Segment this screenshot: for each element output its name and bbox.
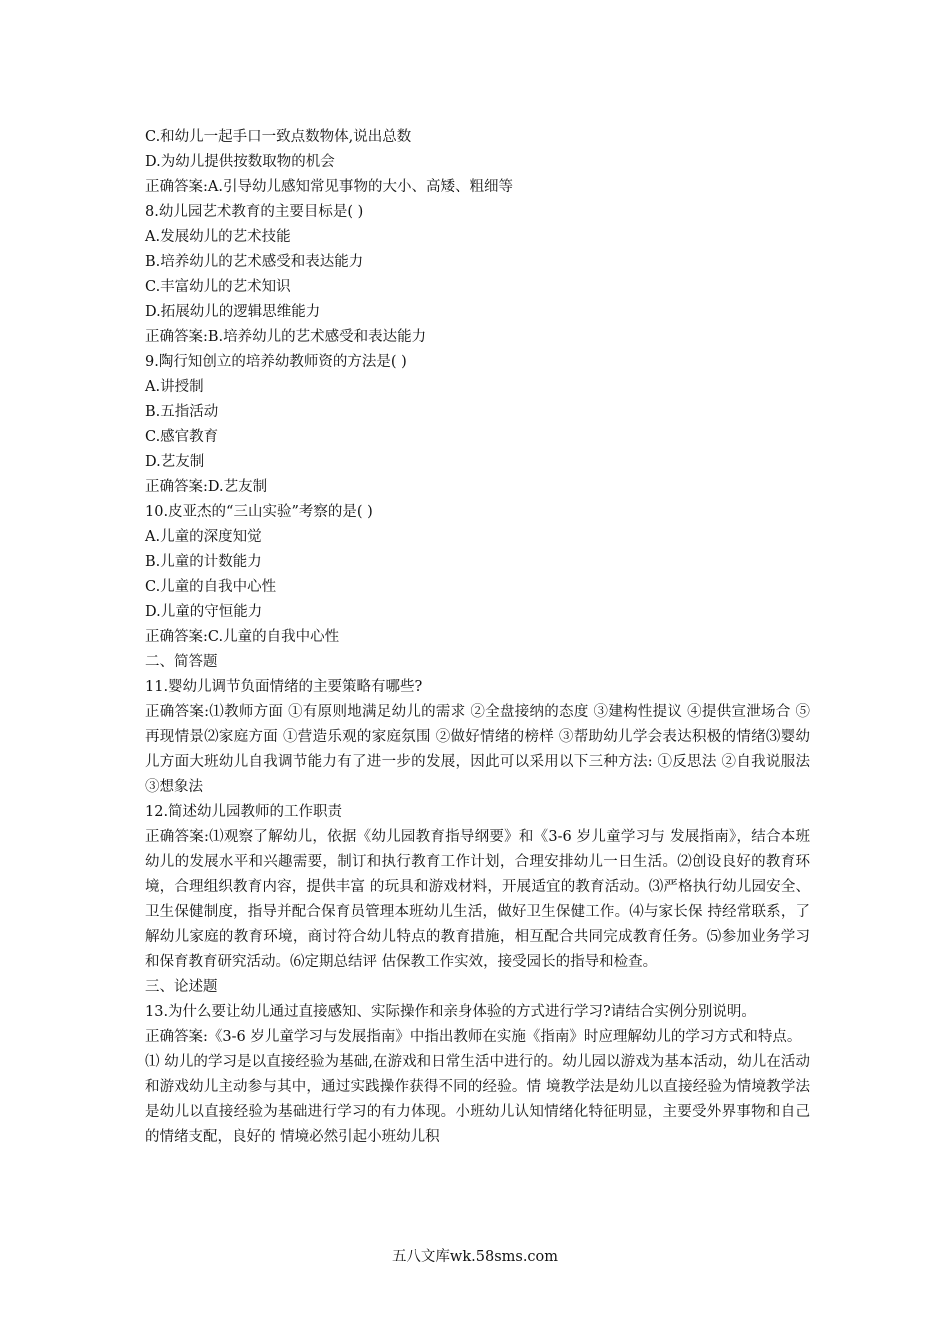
q8-stem: 8.幼儿园艺术教育的主要目标是( ) [145,204,364,220]
q9-option-d: D.艺友制 [145,454,205,470]
q10-stem: 10.皮亚杰的“三山实验”考察的是( ) [145,504,373,520]
q13-stem: 13.为什么要让幼儿通过直接感知、实际操作和亲身体验的方式进行学习?请结合实例分别说明。 [145,1004,756,1020]
q8-option-c: C.丰富幼儿的艺术知识 [145,279,291,295]
q9-option-a: A.讲授制 [145,379,204,395]
q13-answer: 正确答案:《3-6 岁儿童学习与发展指南》中指出教师在实施《指南》时应理解幼儿的学习方式和特点。 [145,1029,802,1045]
q10-option-b: B.儿童的计数能力 [145,554,262,570]
q12-stem: 12.简述幼儿园教师的工作职责 [145,804,343,820]
q8-option-d: D.拓展幼儿的逻辑思维能力 [145,304,321,320]
section-heading-essay: 三、论述题 [145,979,218,995]
q10-option-c: C.儿童的自我中心性 [145,579,277,595]
section-heading-short-answer: 二、简答题 [145,654,218,670]
q10-option-d: D.儿童的守恒能力 [145,604,263,620]
page-footer: 五八文库wk.58sms.com [391,1249,559,1265]
q7-answer: 正确答案:A.引导幼儿感知常见事物的大小、高矮、粗细等 [145,179,513,195]
q9-option-c: C.感官教育 [145,429,219,445]
q9-stem: 9.陶行知创立的培养幼教师资的方法是( ) [145,354,407,370]
document-body [145,125,810,1150]
q8-answer: 正确答案:B.培养幼儿的艺术感受和表达能力 [145,329,427,345]
q13-paragraph-1: ⑴ 幼儿的学习是以直接经验为基础,在游戏和日常生活中进行的。幼儿园以游戏为基本活动，幼儿在活动和游戏幼儿主动参与其中，通过实践操作获得不同的经验。情 境教学法是幼儿以直接经验为情境教学法是幼儿以直接经验为基础进行学习的有力体现。小班幼儿认知情绪化特征明显，主要受外界事物和自己的情绪支配，良好的 情境必然引起小班幼儿积 [145,1054,810,1145]
q7-option-d: D.为幼儿提供按数取物的机会 [145,154,335,170]
q8-option-a: A.发展幼儿的艺术技能 [145,229,291,245]
q10-answer: 正确答案:C.儿童的自我中心性 [145,629,340,645]
q11-stem: 11.婴幼儿调节负面情绪的主要策略有哪些? [145,679,423,695]
q12-answer: 正确答案:⑴观察了解幼儿，依据《幼儿园教育指导纲要》和《3-6 岁儿童学习与 发展指南》，结合本班幼儿的发展水平和兴趣需要，制订和执行教育工作计划，合理安排幼儿一日生活。⑵创设良好的教育环境，合理组织教育内容，提供丰富 的玩具和游戏材料，开展适宜的教育活动。⑶严格执行幼儿园安全、卫生保健制度，指导并配合保育员管理本班幼儿生活，做好卫生保健工作。⑷与家长保 持经常联系，了解幼儿家庭的教育环境，商讨符合幼儿特点的教育措施，相互配合共同完成教育任务。⑸参加业务学习和保育教育研究活动。⑹定期总结评 估保教工作实效，接受园长的指导和检查。 [145,829,810,970]
q11-answer: 正确答案:⑴教师方面 ①有原则地满足幼儿的需求 ②全盘接纳的态度 ③建构性提议 ④提供宣泄场合 ⑤再现情景⑵家庭方面 ①营造乐观的家庭氛围 ②做好情绪的榜样 ③帮助幼儿学会表达积极的情绪⑶婴幼儿方面大班幼儿自我调节能力有了进一步的发展，因此可以采用以下三种方法: ①反思法 ②自我说服法 ③想象法 [145,704,810,795]
q8-option-b: B.培养幼儿的艺术感受和表达能力 [145,254,364,270]
q9-answer: 正确答案:D.艺友制 [145,479,268,495]
q10-option-a: A.儿童的深度知觉 [145,529,262,545]
q7-option-c: C.和幼儿一起手口一致点数物体,说出总数 [145,129,412,145]
q9-option-b: B.五指活动 [145,404,219,420]
